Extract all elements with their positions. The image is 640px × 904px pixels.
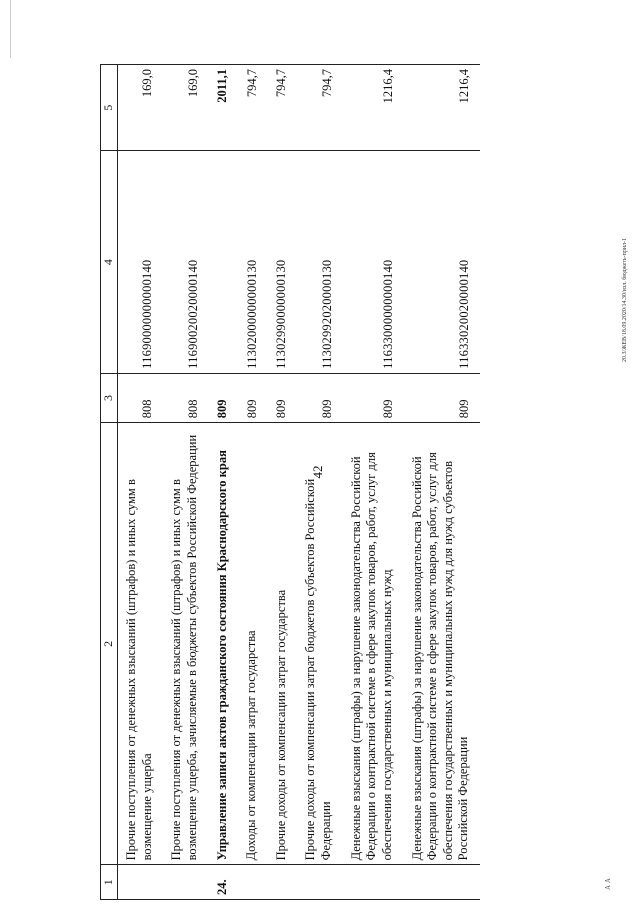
page-number: 42 xyxy=(310,465,325,479)
row-admin-code: 809 xyxy=(297,373,342,422)
corner-mark: А А xyxy=(603,878,612,890)
row-amount: 1216,4 xyxy=(343,65,404,151)
header-col-2: 2 xyxy=(101,423,118,865)
row-admin-code: 808 xyxy=(118,373,164,422)
row-admin-code: 809 xyxy=(209,373,239,422)
row-name: Прочие доходы от компенсации затрат государства xyxy=(268,423,298,865)
table-header-row xyxy=(101,65,118,900)
row-budget-code: 11690000000000140 xyxy=(118,151,164,373)
row-number xyxy=(343,865,404,900)
table-row xyxy=(268,65,298,900)
document-footer-code: 20.3/ЖЕВ/18.09.2020/14.30/изл. бюджеть-прил-1 xyxy=(622,237,628,363)
table-row xyxy=(118,65,164,900)
row-number xyxy=(297,865,342,900)
row-amount: 2011,1 xyxy=(209,65,239,151)
row-admin-code: 809 xyxy=(268,373,298,422)
table-row xyxy=(209,65,239,900)
row-name: Денежные взыскания (штрафы) за нарушение законодательства Российской Федерации о контрактной системе в сфере закупок товаров, работ, услуг для обеспечения государственных и муниципальных нужд xyxy=(343,423,404,865)
row-budget-code: 11302990000000130 xyxy=(268,151,298,373)
row-budget-code: 11690020020000140 xyxy=(163,151,208,373)
row-name: Прочие доходы от компенсации затрат бюджетов субъектов Российской Федерации xyxy=(297,423,342,865)
row-budget-code: 11302000000000130 xyxy=(238,151,268,373)
table-row xyxy=(343,65,404,900)
row-name: Денежные взыскания (штрафы) за нарушение законодательства Российской Федерации о контрактной системе в сфере закупок товаров, работ, услуг для обеспечения государственных и муниципальных нужд для нужд субъектов Российской Федерации xyxy=(404,423,481,865)
row-name: Доходы от компенсации затрат государства xyxy=(238,423,268,865)
row-amount: 794,7 xyxy=(268,65,298,151)
header-col-3: 3 xyxy=(101,373,118,422)
row-number: 24. xyxy=(209,865,239,900)
row-budget-code: 11302992020000130 xyxy=(297,151,342,373)
row-amount: 169,0 xyxy=(163,65,208,151)
table-row xyxy=(238,65,268,900)
row-admin-code: 808 xyxy=(163,373,208,422)
row-budget-code: 11633000000000140 xyxy=(343,151,404,373)
table-row xyxy=(163,65,208,900)
row-number xyxy=(268,865,298,900)
header-col-5: 5 xyxy=(101,65,118,151)
row-admin-code: 809 xyxy=(404,373,481,422)
row-budget-code xyxy=(209,151,239,373)
row-name: Управление записи актов гражданского состояния Краснодарского края xyxy=(209,423,239,865)
revenue-table xyxy=(100,64,480,900)
row-name: Прочие поступления от денежных взысканий (штрафов) и иных сумм в возмещение ущерба, зачисляемые в бюджеты субъектов Российской Федерации xyxy=(163,423,208,865)
row-number xyxy=(163,865,208,900)
row-amount: 794,7 xyxy=(297,65,342,151)
row-number xyxy=(238,865,268,900)
row-admin-code: 809 xyxy=(343,373,404,422)
revenue-table-container xyxy=(100,64,612,900)
row-amount: 169,0 xyxy=(118,65,164,151)
row-budget-code: 11633020020000140 xyxy=(404,151,481,373)
row-number xyxy=(118,865,164,900)
header-col-4: 4 xyxy=(101,151,118,373)
row-number xyxy=(404,865,481,900)
header-col-1: 1 xyxy=(101,865,118,900)
row-admin-code: 809 xyxy=(238,373,268,422)
row-name: Прочие поступления от денежных взысканий (штрафов) и иных сумм в возмещение ущерба xyxy=(118,423,164,865)
row-amount: 1216,4 xyxy=(404,65,481,151)
scan-edge-line xyxy=(10,0,11,58)
table-row xyxy=(404,65,481,900)
row-amount: 794,7 xyxy=(238,65,268,151)
table-row xyxy=(297,65,342,900)
